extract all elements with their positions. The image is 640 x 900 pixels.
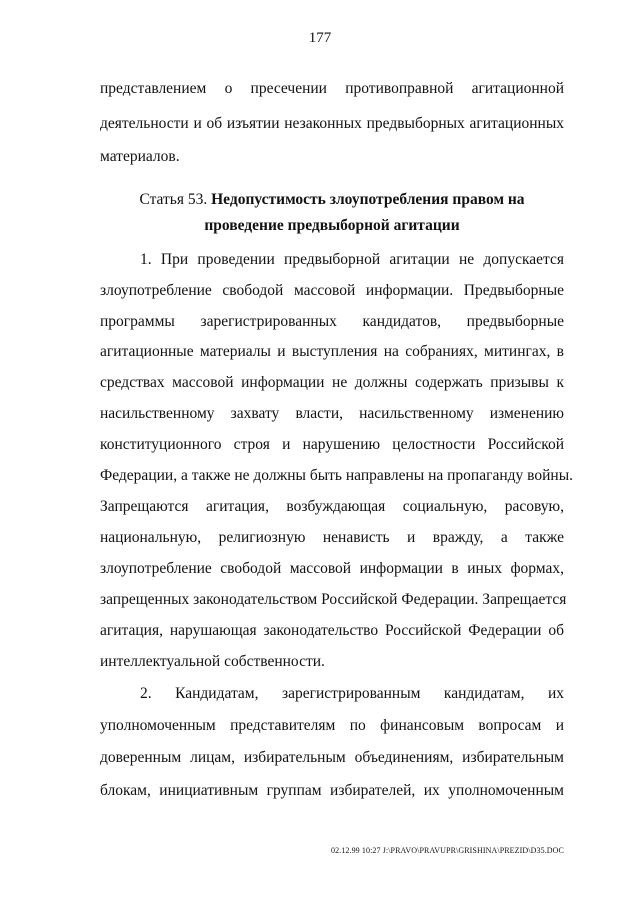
footer-file-path: 02.12.99 10:27 J:\PRAVO\PRAVUPR\GRISHINA\PREZID\D35.DOC: [330, 846, 564, 855]
text-line: блокам, инициативным группам избирателей, их уполномоченным: [100, 782, 564, 799]
text-line: насильственному захвату власти, насильственному изменению: [100, 405, 564, 422]
text-line: конституционного строя и нарушению целостности Российской: [100, 436, 564, 453]
text-line: 1. При проведении предвыборной агитации не допускается: [140, 251, 564, 268]
text-line: национальную, религиозную ненависть и вражду, а также: [100, 529, 564, 546]
text-line: представлением о пресечении противоправной агитационной: [100, 80, 564, 97]
text-line: злоупотребление свободой массовой информации в иных формах,: [100, 560, 564, 577]
text-line: агитационные материалы и выступления на собраниях, митингах, в: [100, 343, 564, 360]
text-line: материалов.: [100, 148, 180, 165]
page-number: 177: [308, 30, 332, 46]
text-line: уполномоченным представителям по финансовым вопросам и: [100, 717, 564, 734]
text-line: злоупотребление свободой массовой информации. Предвыборные: [100, 282, 564, 299]
text-line: деятельности и об изъятии незаконных предвыборных агитационных: [100, 115, 564, 132]
text-line: агитация, нарушающая законодательство Российской Федерации об: [100, 622, 564, 639]
text-line: программы зарегистрированных кандидатов, предвыборные: [100, 313, 564, 330]
article-title-line2: проведение предвыборной агитации: [204, 217, 460, 234]
article-title-line1: Недопустимость злоупотребления правом на: [211, 191, 525, 208]
text-line: интеллектуальной собственности.: [100, 653, 325, 670]
text-line: средствах массовой информации не должны содержать призывы к: [100, 374, 564, 391]
text-line: 2. Кандидатам, зарегистрированным кандидатам, их: [140, 685, 564, 702]
article-heading: [100, 190, 564, 210]
text-line: Федерации, а также не должны быть направлены на пропаганду войны.: [100, 467, 573, 484]
article-heading-line2: [100, 216, 564, 236]
text-line: доверенным лицам, избирательным объединениям, избирательным: [100, 749, 564, 766]
article-prefix: Статья 53.: [139, 191, 208, 208]
text-line: Запрещаются агитация, возбуждающая социальную, расовую,: [100, 498, 564, 515]
text-line: запрещенных законодательством Российской Федерации. Запрещается: [100, 591, 567, 608]
